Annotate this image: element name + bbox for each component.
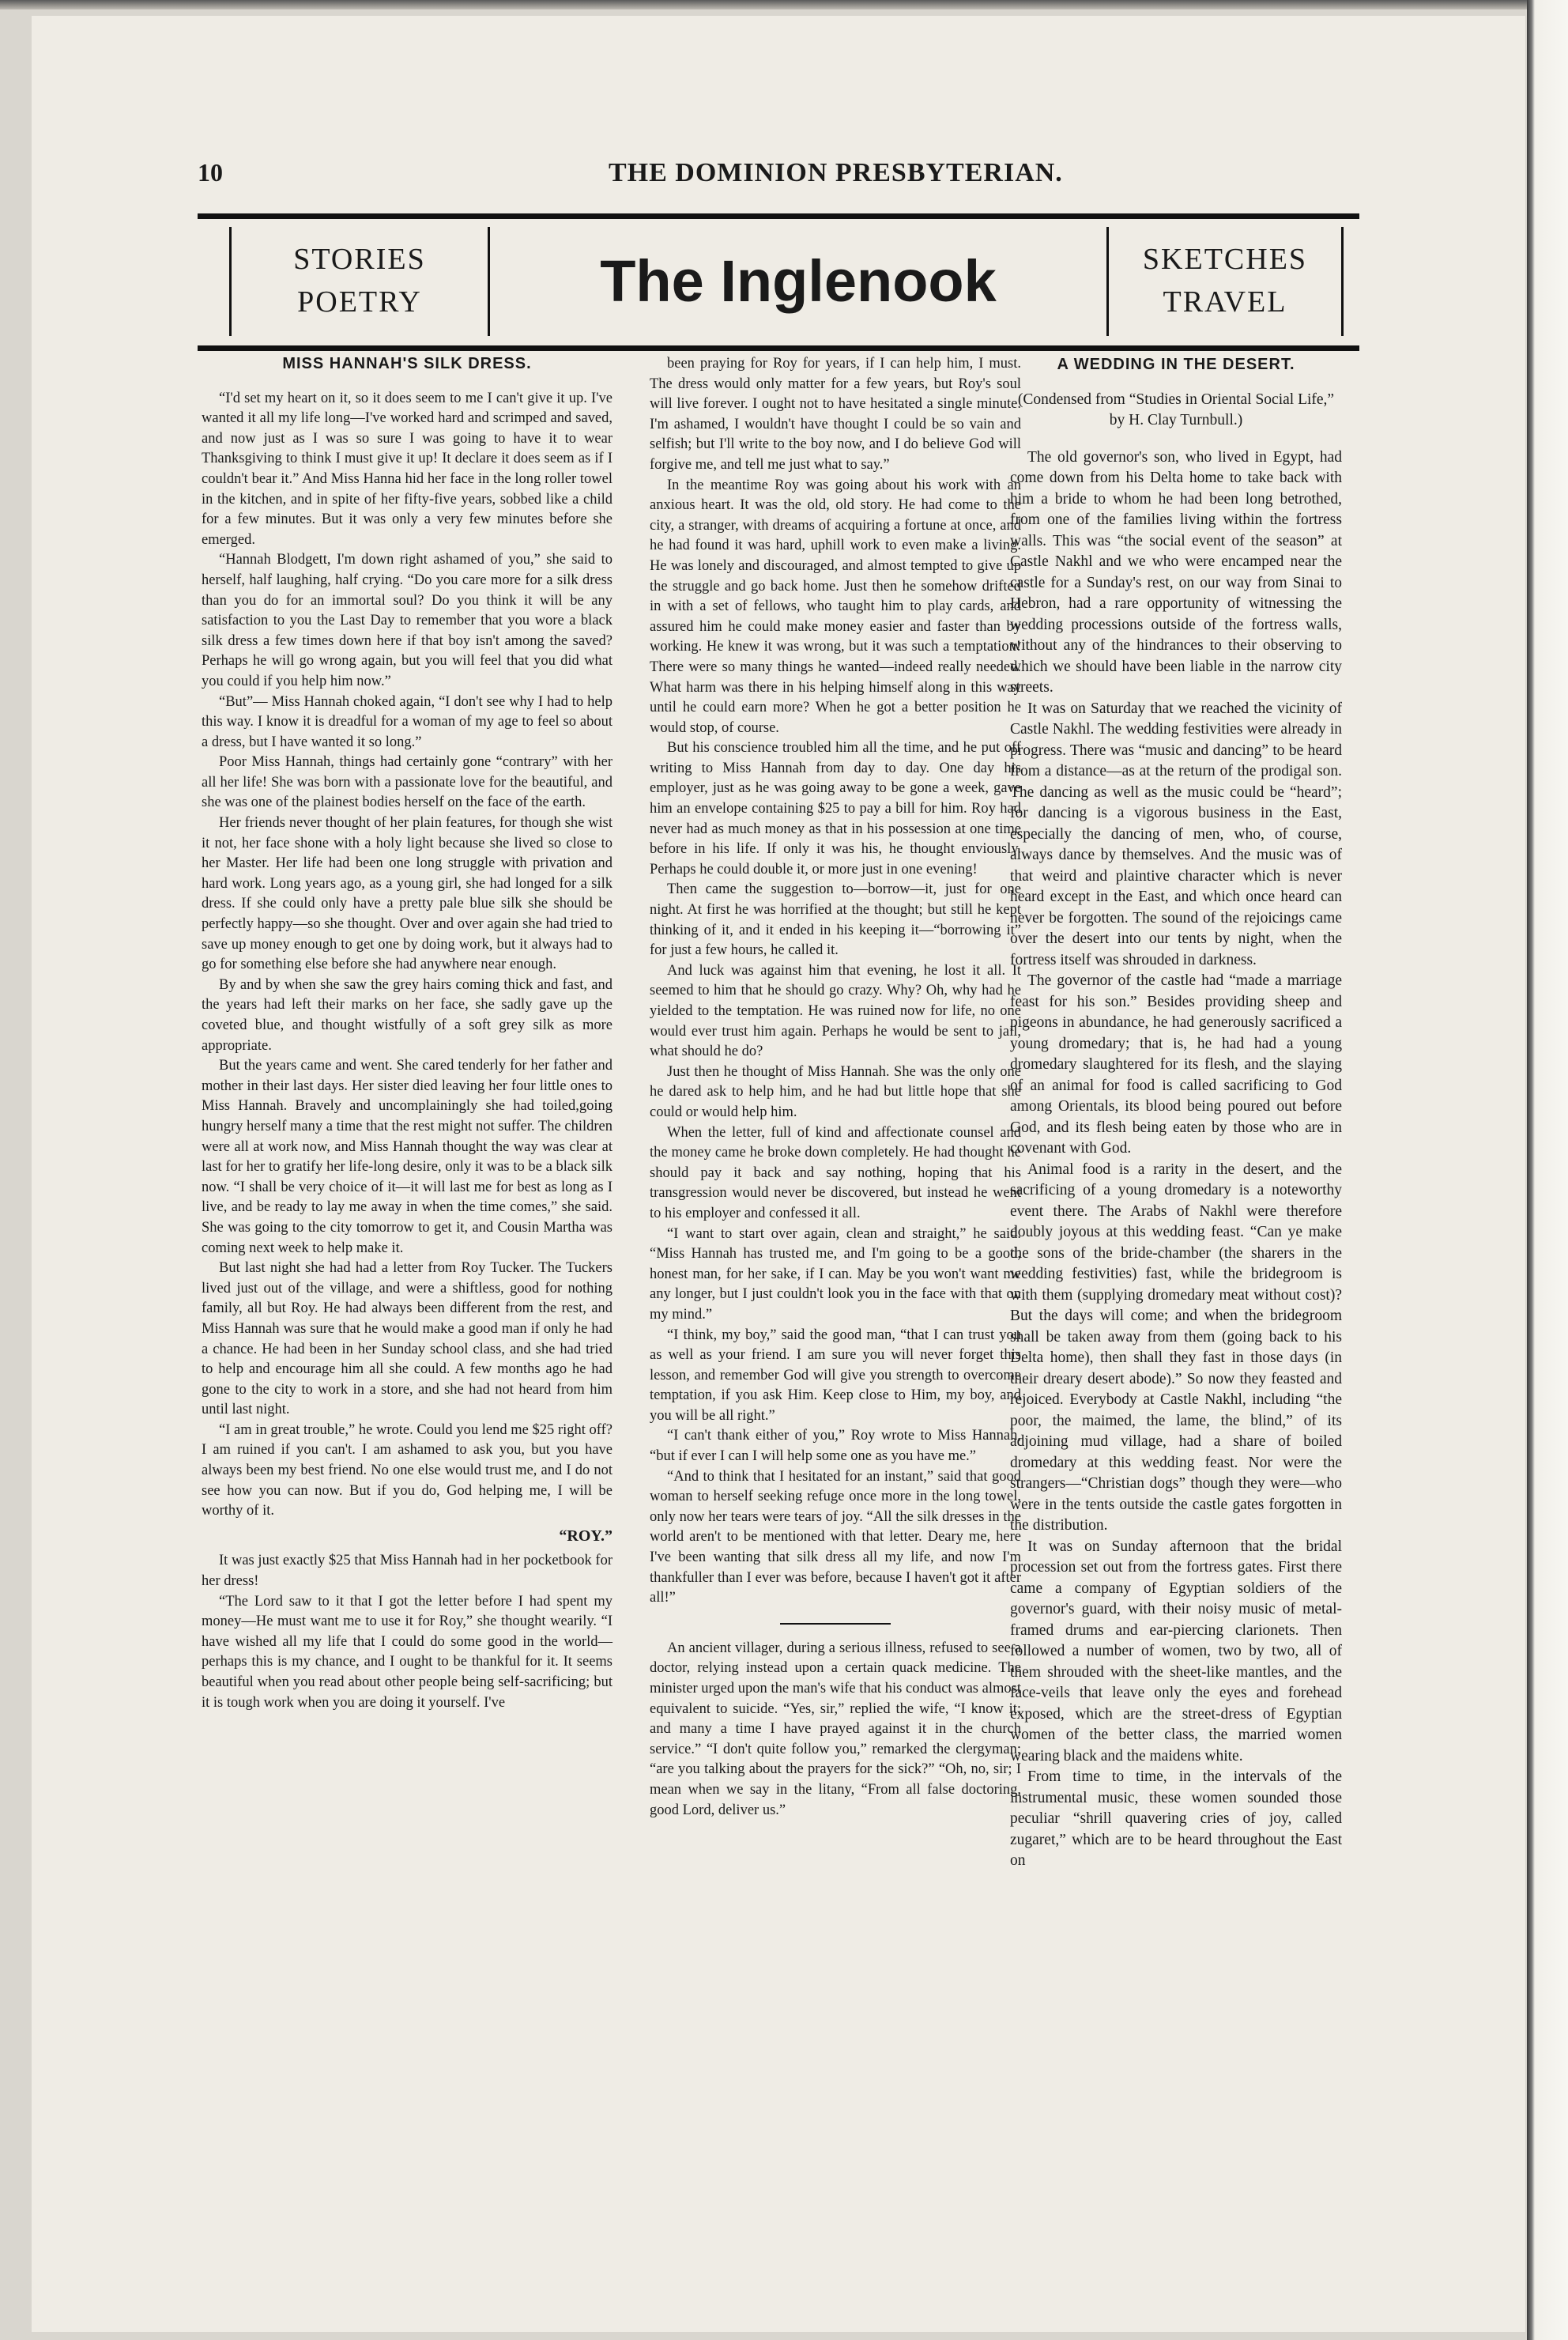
banner-right-line-2: TRAVEL bbox=[1163, 285, 1287, 319]
banner-title: The Inglenook bbox=[600, 248, 997, 314]
paragraph: “I can't thank either of you,” Roy wrote to Miss Hannah, “but if ever I can I will help some one as you have me.” bbox=[650, 1428, 1021, 1465]
scan-top-edge bbox=[0, 0, 1568, 9]
paragraph: When the letter, full of kind and affectionate counsel and the money came he broke down completely. He had thought he should pay it back and say nothing, hoping that his transgression would never be discovered, but instead he went to his employer and confessed it all. bbox=[650, 1124, 1021, 1221]
paragraph: been praying for Roy for years, if I can help him, I must. The dress would only matter for a few years, but Roy's soul will live forever. I ought not to have hesitated a single minute. I'm ashamed, I wouldn't have thought I could be so vain and selfish; but I'll write to the boy now, and I do believe God will forgive me, and tell me just what to say.” bbox=[650, 356, 1021, 473]
paragraph: From time to time, in the intervals of the instrumental music, these women sounded those peculiar “shrill quavering cries of joy, called zugaret,” which are to be heard throughout the East on bbox=[1010, 1768, 1342, 1869]
paragraph: It was on Sunday afternoon that the bridal procession set out from the fortress gates. First there came a company of Egyptian soldiers of the governor's guard, with their noisy music of metal-framed drums and ear-piercing clarionets. Then followed a number of women, two by two, all of them shrouded with the sheet-like mantles, and the face-veils that leave only the eyes and forehead exposed, which are the street-dress of Egyptian women of the better class, the married women wearing black and the maidens white. bbox=[1010, 1538, 1342, 1764]
paragraph: “I'd set my heart on it, so it does seem to me I can't give it up. I've wanted it all my life long—I've worked hard and scrimped and saved, and now just as I was so sure I was going to have it to wear Thanksgiving to think I must give it up! It declare it does seem as if I couldn't bear it.” And Miss Hanna hid her face in the long roller towel in the kitchen, and in spite of her fifty-five years, sobbed like a child for a few minutes. But it was only a very few minutes before she emerged. bbox=[202, 390, 612, 548]
banner-left-box bbox=[229, 227, 490, 336]
paragraph: But the years came and went. She cared tenderly for her father and mother in their last days. Her sister died leaving her four little ones to Miss Hannah. Bravely and uncomplainingly she had toiled,going hungry herself many a time that the rest might not suffer. The children were all at work now, and Miss Hannah thought the way was clear at last for her to gratify her life-long desire, only it was to be a black silk now. “I shall be very choice of it—it will last me for best as long as I live, and be ready to lay me away in when the time comes,” she said. She was going to the city tomorrow to get it, and Cousin Martha was coming next week to help make it. bbox=[202, 1058, 612, 1256]
section-divider bbox=[780, 1623, 891, 1625]
paragraph: And luck was against him that evening, he lost it all. It seemed to him that he should go crazy. Why? Oh, why had he yielded to the temptation. He was ruined now for life, no one would ever trust him again. Perhaps he would be sent to jail, what should he do? bbox=[650, 962, 1021, 1060]
paragraph: But last night she had had a letter from Roy Tucker. The Tuckers lived just out of the village, and were a shiftless, good for nothing family, all but Roy. He had always been different from the rest, and Miss Hannah was sure that he would make a good man if only he had a chance. He had been in her Sunday school class, and she had tried to help and encourage him all she could. A few months ago he had gone to the city to work in a store, and she had not heard from him until last night. bbox=[202, 1260, 612, 1418]
section-banner bbox=[198, 213, 1359, 351]
paragraph: “But”— Miss Hannah choked again, “I don't see why I had to help this way. I know it is dreadful for a woman of my age to feel so about a dress, but I have wanted it so long.” bbox=[202, 693, 612, 750]
paragraph: “And to think that I hesitated for an instant,” said that good woman to herself seeking refuge once more in the long towel, only now her tears were tears of joy. “All the silk dresses in the world aren't to be mentioned with that letter. Deary me, here I've been wanting that silk dress all my life, and now I'm thankfuller than I ever was before, because I haven't got it after all!” bbox=[650, 1468, 1021, 1606]
publication-title: THE DOMINION PRESBYTERIAN. bbox=[609, 158, 1063, 187]
column-1 bbox=[202, 354, 612, 1713]
paragraph: The governor of the castle had “made a marriage feast for his son.” Besides providing sheep and pigeons in abundance, he had generously sacrificed a young dromedary; that is, he had had a young dromedary slaughtered for its flesh, and the slaying of an animal for food is called sacrificing to God among Orientals, its blood being poured out before God, and its flesh being eaten by those who are in covenant with God. bbox=[1010, 972, 1342, 1157]
paragraph: Her friends never thought of her plain features, for though she wist it not, her face shone with a holy light because she lived so close to her Master. Her life had been one long struggle with privation and hard work. Long years ago, as a young girl, she had longed for a silk dress. If she could only have a pretty pale blue silk she should be perfectly happy—so she thought. Over and over again she had tried to save up money enough to get one by doing work, but it always had to go for something else before she had anywhere near enough. bbox=[202, 815, 612, 973]
banner-right-box bbox=[1106, 227, 1344, 336]
paragraph: “The Lord saw to it that I got the letter before I had spent my money—He must want me to use it for Roy,” she thought wearily. “I have wished all my life that I could do some good in the world—perhaps this is my chance, and I ought to be thankful for it. It seems beautiful when you read about other people being self-sacrificing; but it is tough work when you are doing it yourself. I've bbox=[202, 1593, 612, 1711]
paragraph: But his conscience troubled him all the time, and he put off writing to Miss Hannah from day to day. One day his employer, just as he was going away to be gone a week, gave him an envelope containing $25 to pay a bill for him. Roy had never had as much money as that in his possession at one time before in his life. If only it was his, he thought enviously. Perhaps he could double it, or more just in one evening! bbox=[650, 740, 1021, 878]
paragraph: “Hannah Blodgett, I'm down right ashamed of you,” she said to herself, half laughing, half crying. “Do you care more for a silk dress than you do for an immortal soul? Do you think it will be any satisfaction to you the Last Day to remember that you wore a black silk dress a few times down here if that boy isn't among the saved? Perhaps he will go wrong again, but you will feel that you did what you could if you help him now.” bbox=[202, 552, 612, 689]
paragraph: Animal food is a rarity in the desert, and the sacrificing of a young dromedary is a noteworthy event there. The Arabs of Nakhl were therefore doubly joyous at this wedding feast. “Can ye make the sons of the bride-chamber (the sharers in the wedding festivities) fast, while the bridegroom is with them (supplying dromedary meat without cost)? But the days will come; and when the bridegroom shall be taken away from them (going back to his Delta home), then shall they fast in those days (in their dreary desert abode).” So now they feasted and rejoiced. Everybody at Castle Nakhl, including “the poor, the maimed, the lame, the blind,” of its adjoining mud village, had a share of boiled dromedary at this wedding feast. Nor were the strangers—“Christian dogs” though they were—who were in the tents outside the castle gates forgotten in the distribution. bbox=[1010, 1161, 1342, 1534]
column-2 bbox=[650, 354, 1021, 1821]
paragraph: In the meantime Roy was going about his work with an anxious heart. It was the old, old story. He had come to the city, a stranger, with dreams of acquiring a fortune at once, and he had found it was hard, uphill work to even make a living. He was lonely and discouraged, and almost tempted to give up the struggle and go back home. Just then he somehow drifted in with a set of fellows, who taught him to play cards, and assured him he could make money easier and faster than by working. He knew it was wrong, but it was such a temptation! There were so many things he wanted—indeed really needed. What harm was there in his helping himself along in this way until he could earn more? When he got a better position he would stop, of course. bbox=[650, 477, 1021, 736]
letter-signature: “ROY.” bbox=[559, 1527, 612, 1545]
paragraph: Just then he thought of Miss Hannah. She was the only one he dared ask to help him, and he had but little hope that she could or would help him. bbox=[650, 1063, 1021, 1120]
paragraph: Poor Miss Hannah, things had certainly gone “contrary” with her all her life! She was born with a passionate love for the beautiful, and she was one of the plainest bodies herself on the face of the earth. bbox=[202, 754, 612, 811]
paragraph: The old governor's son, who lived in Egypt, had come down from his Delta home to take back with him a bride to whom he had been long betrothed, from one of the families living within the fortress walls. This was “the social event of the season” at Castle Nakhl and we who were encamped near the castle for a Sunday's rest, on our way from Sinai to Hebron, had a rare opportunity of witnessing the wedding processions outside of the fortress walls, without any of the hindrances to their observing to which we should have been liable in the narrow city streets. bbox=[1010, 448, 1342, 696]
paragraph: “I want to start over again, clean and straight,” he said. “Miss Hannah has trusted me, and I'm going to be a good, honest man, for her sake, if I can. May be you won't want me any longer, but I just couldn't look you in the face with that on my mind.” bbox=[650, 1225, 1021, 1323]
anecdote-paragraph: An ancient villager, during a serious illness, refused to see a doctor, relying instead upon a certain quack medicine. The minister urged upon the man's wife that his conduct was almost equivalent to suicide. “Yes, sir,” replied the wife, “I know it; and many a time I have prayed against it in the church service.” “I don't quite follow you,” remarked the clergyman; “are you talking about the prayers for the sick?” “Oh, no, sir; I mean when we say in the litany, “From all false doctoring, good Lord, deliver us.” bbox=[650, 1640, 1021, 1818]
story-title-silk-dress: MISS HANNAH'S SILK DRESS. bbox=[282, 355, 532, 372]
paragraph: Then came the suggestion to—borrow—it, just for one night. At first he was horrified at the thought; but still he kept thinking of it, and it ended in his keeping it—“borrowing it” for just a few hours, he called it. bbox=[650, 881, 1021, 959]
paragraph: “I am in great trouble,” he wrote. Could you lend me $25 right off? I am ruined if you can't. I am ashamed to ask you, but you have always been my best friend. No one else would trust me, and I do not see how you can now. But if you do, God helping me, I will be worthy of it. bbox=[202, 1421, 612, 1519]
paragraph: It was on Saturday that we reached the vicinity of Castle Nakhl. The wedding festivities were already in progress. There was “music and dancing” to be heard from a distance—as at the return of the prodigal son. The dancing as well as the music could be “heard”; for dancing is a vigorous business in the East, especially the dancing of men, who, of course, always dance by themselves. And the music was of that weird and plaintive character which is never heard except in the East, and which once heard can never be forgotten. The sound of the rejoicings came over the desert into our tents by night, when the fortress itself was shrouded in darkness. bbox=[1010, 700, 1342, 968]
story-title-wedding: A WEDDING IN THE DESERT. bbox=[1057, 356, 1295, 373]
banner-left-line-2: POETRY bbox=[297, 285, 422, 319]
paragraph: It was just exactly $25 that Miss Hannah had in her pocketbook for her dress! bbox=[202, 1553, 612, 1590]
paragraph: “I think, my boy,” said the good man, “that I can trust you as well as your friend. I am sure you will never forget this lesson, and remember God will give you strength to overcome temptation, if you ask Him. Keep close to Him, my boy, and you will be all right.” bbox=[650, 1327, 1021, 1424]
column-3 bbox=[1010, 354, 1342, 1872]
banner-title-box bbox=[488, 227, 1108, 336]
page-header bbox=[198, 158, 1359, 190]
page-number: 10 bbox=[198, 158, 223, 187]
banner-right-line-1: SKETCHES bbox=[1142, 243, 1308, 276]
paragraph: By and by when she saw the grey hairs coming thick and fast, and the years had left their marks on her face, she sadly gave up the coveted blue, and thought wistfully of a soft grey silk as more appropriate. bbox=[202, 976, 612, 1054]
scan-right-edge bbox=[1527, 0, 1568, 2340]
banner-left-line-1: STORIES bbox=[293, 243, 426, 276]
story-credit: (Condensed from “Studies in Oriental Social Life,” by H. Clay Turnbull.) bbox=[1017, 391, 1335, 428]
